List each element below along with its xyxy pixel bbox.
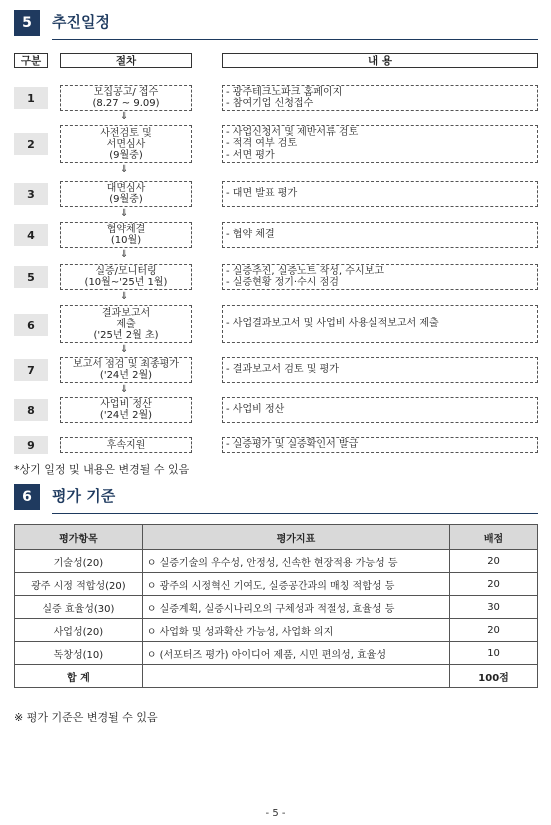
section-number: 5: [14, 10, 40, 36]
eval-item: 광주 시정 적합성(20): [15, 573, 143, 596]
step-line: (10월): [110, 235, 142, 246]
section-header: [14, 484, 538, 510]
schedule-header-step: 절차: [60, 53, 192, 68]
schedule-step-box: [60, 85, 192, 111]
eval-score: 30: [450, 596, 538, 619]
content-line: - 광주테크노파크 홈페이지: [226, 86, 343, 98]
content-line: - 결과보고서 검토 및 평가: [226, 364, 339, 376]
table-row: [15, 573, 538, 596]
column-header: 배점: [450, 525, 538, 550]
eval-score: 10: [450, 642, 538, 665]
eval-indicator: ㅇ 실증기술의 우수성, 안정성, 신속한 현장적용 가능성 등: [142, 550, 449, 573]
content-line: - 사업결과보고서 및 사업비 사용실적보고서 제출: [226, 318, 439, 330]
schedule-content-box: [222, 264, 538, 290]
schedule-row-number: 3: [14, 183, 48, 205]
table-row: [15, 642, 538, 665]
schedule-header-gubun: 구분: [14, 53, 48, 68]
section-divider: [52, 513, 538, 514]
step-line: 제출: [116, 318, 136, 330]
step-line: ('24년 2월): [99, 410, 153, 421]
eval-item: 사업성(20): [15, 619, 143, 642]
schedule-step-box: [60, 305, 192, 343]
section-header: [14, 10, 538, 36]
schedule-step-box: [60, 397, 192, 423]
eval-indicator: ㅇ 사업화 및 성과확산 가능성, 사업화 의지: [142, 619, 449, 642]
step-line: 후속지원: [106, 439, 146, 451]
step-line: 보고서 점검 및 최종평가: [72, 359, 180, 370]
step-line: 사업비 정산: [100, 399, 152, 410]
eval-indicator: ㅇ 실증계획, 실증시나리오의 구체성과 적절성, 효율성 등: [142, 596, 449, 619]
page-number: - 5 -: [265, 808, 286, 819]
step-line: 실증/모니터링: [95, 266, 157, 277]
evaluation-table: [14, 524, 538, 688]
section-title: 추진일정: [52, 13, 110, 31]
eval-item: 실증 효율성(30): [15, 596, 143, 619]
down-arrow-icon: ⇓: [120, 249, 129, 260]
eval-score: 20: [450, 550, 538, 573]
down-arrow-icon: ⇓: [120, 208, 129, 219]
schedule-content-box: [222, 85, 538, 111]
step-line: (10월~'25년 1월): [84, 277, 168, 288]
schedule-row-number: 4: [14, 224, 48, 246]
column-header: 평가지표: [142, 525, 449, 550]
step-line: 사전검토 및: [100, 127, 152, 139]
schedule-content-box: [222, 305, 538, 343]
total-empty-cell: [142, 665, 449, 688]
step-line: 서면심사: [106, 138, 146, 150]
content-line: - 실증현황 정기·수시 점검: [226, 277, 339, 288]
down-arrow-icon: ⇓: [120, 291, 129, 302]
down-arrow-icon: ⇓: [120, 344, 129, 355]
step-line: 결과보고서: [101, 307, 151, 319]
table-row: [15, 596, 538, 619]
schedule-row-number: 1: [14, 87, 48, 109]
eval-score: 20: [450, 573, 538, 596]
eval-score: 20: [450, 619, 538, 642]
schedule-row-number: 2: [14, 133, 48, 155]
step-line: ('25년 2월 초): [93, 329, 159, 341]
schedule-content-box: [222, 397, 538, 423]
total-label: 합 계: [15, 665, 143, 688]
schedule-row-number: 9: [14, 436, 48, 454]
schedule-row-number: 8: [14, 399, 48, 421]
schedule-content-box: [222, 222, 538, 248]
down-arrow-icon: ⇓: [120, 111, 129, 122]
table-total-row: [15, 665, 538, 688]
table-row: [15, 550, 538, 573]
table-row: [15, 619, 538, 642]
content-line: - 협약 체결: [226, 229, 275, 241]
schedule-row-number: 5: [14, 266, 48, 288]
eval-indicator: ㅇ (서포터즈 평가) 아이디어 제품, 시민 편의성, 효율성: [142, 642, 449, 665]
step-line: ('24년 2월): [99, 370, 153, 381]
schedule-row-number: 6: [14, 314, 48, 336]
evaluation-note: ※ 평가 기준은 변경될 수 있음: [14, 711, 158, 724]
step-line: (9월중): [109, 149, 143, 161]
down-arrow-icon: ⇓: [120, 384, 129, 395]
content-line: - 적격 여부 검토: [226, 138, 298, 150]
step-line: 모집공고/ 접수: [93, 87, 159, 98]
table-header-row: [15, 525, 538, 550]
schedule-note: *상기 일정 및 내용은 변경될 수 있음: [14, 463, 190, 476]
step-line: (8.27 ~ 9.09): [92, 98, 160, 109]
eval-item: 독창성(10): [15, 642, 143, 665]
schedule-step-box: [60, 437, 192, 453]
eval-indicator: ㅇ 광주의 시정혁신 기여도, 실증공간과의 매칭 적합성 등: [142, 573, 449, 596]
total-score: 100점: [450, 665, 538, 688]
schedule-header-content: 내 용: [222, 53, 538, 68]
step-line: (9월중): [109, 194, 143, 205]
content-line: - 대면 발표 평가: [226, 188, 298, 200]
eval-item: 기술성(20): [15, 550, 143, 573]
schedule-row-number: 7: [14, 359, 48, 381]
content-line: - 서면 평가: [226, 149, 275, 161]
section-title: 평가 기준: [52, 487, 116, 505]
schedule-step-box: [60, 222, 192, 248]
section-divider: [52, 39, 538, 40]
step-line: 협약체결: [106, 224, 146, 235]
schedule-content-box: [222, 437, 538, 453]
column-header: 평가항목: [15, 525, 143, 550]
content-line: - 실증평가 및 실증확인서 발급: [226, 439, 359, 451]
content-line: - 사업신청서 및 제반서류 검토: [226, 126, 359, 138]
content-line: - 실증추진, 실증노트 작성, 수시보고: [226, 265, 384, 277]
section-number: 6: [14, 484, 40, 510]
schedule-step-box: [60, 357, 192, 383]
content-line: - 사업비 정산: [226, 404, 285, 416]
step-line: 대면심사: [106, 183, 146, 194]
schedule-step-box: [60, 264, 192, 290]
schedule-content-box: [222, 357, 538, 383]
schedule-step-box: [60, 125, 192, 163]
schedule-step-box: [60, 181, 192, 207]
down-arrow-icon: ⇓: [120, 164, 129, 175]
schedule-content-box: [222, 181, 538, 207]
schedule-content-box: [222, 125, 538, 163]
content-line: - 참여기업 신청접수: [226, 98, 314, 109]
